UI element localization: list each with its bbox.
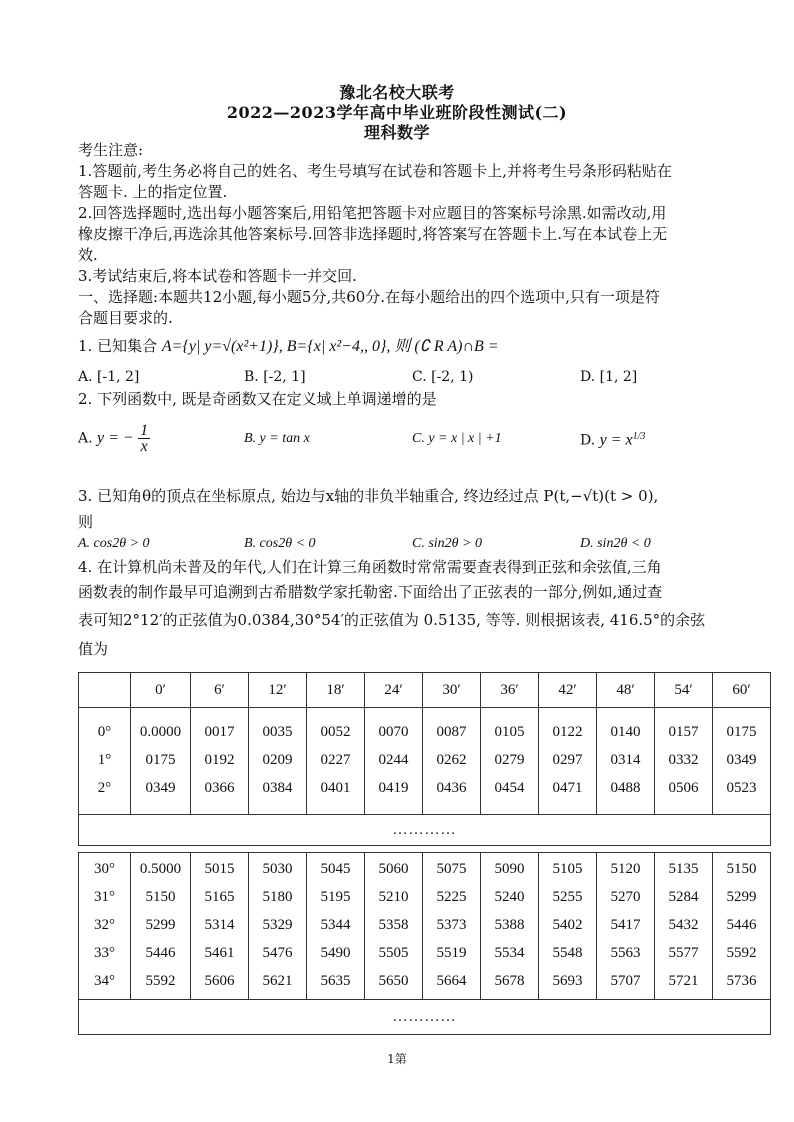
table-block-2 bbox=[79, 853, 771, 1000]
table-cell: 0140 bbox=[610, 724, 641, 740]
table-cell: 5548 bbox=[552, 945, 583, 961]
table-cell: 5105 bbox=[552, 861, 583, 877]
table-column-cells bbox=[539, 708, 597, 815]
q2-option-d-base: y = x bbox=[599, 431, 633, 449]
table-cell: 5255 bbox=[552, 889, 583, 905]
table-cell: 5402 bbox=[552, 917, 583, 933]
q2-option-a-lhs: y = − bbox=[97, 429, 134, 447]
table-cell: 0175 bbox=[726, 724, 757, 740]
table-column-cells bbox=[423, 708, 481, 815]
table-cell: 5577 bbox=[668, 945, 699, 961]
table-cell: 5388 bbox=[494, 917, 525, 933]
table-column-cells bbox=[597, 853, 655, 1000]
table-cell: 5314 bbox=[204, 917, 235, 933]
table-cell: 5446 bbox=[726, 917, 757, 933]
question-2-stem: 2. 下列函数中, 既是奇函数又在定义域上单调递增的是 bbox=[78, 390, 437, 408]
table-cell: 5240 bbox=[494, 889, 525, 905]
notice-item-1b: 答题卡. 上的指定位置. bbox=[78, 183, 228, 201]
table-cell: 5344 bbox=[320, 917, 351, 933]
sine-table bbox=[78, 672, 771, 1035]
table-cell: 5461 bbox=[204, 945, 235, 961]
table-column-cells bbox=[597, 708, 655, 815]
table-column-header: 24′ bbox=[365, 673, 423, 708]
table-cell: 5075 bbox=[436, 861, 467, 877]
table-cell: 0052 bbox=[320, 724, 351, 740]
table-cell: 5693 bbox=[552, 973, 583, 989]
table-row-label: 0° bbox=[97, 724, 112, 740]
table-cell: 5120 bbox=[610, 861, 641, 877]
table-column-cells bbox=[79, 853, 131, 1000]
table-cell: 5664 bbox=[436, 973, 467, 989]
table-row-label: 30° bbox=[94, 861, 115, 877]
table-column-cells bbox=[249, 853, 307, 1000]
q2-option-d bbox=[580, 431, 645, 450]
table-gap bbox=[79, 846, 771, 853]
table-column-cells bbox=[365, 853, 423, 1000]
q1-set-b: , B={x| x²−4,, 0} bbox=[278, 338, 387, 355]
q2-option-d-exponent: 1/3 bbox=[632, 431, 646, 442]
table-cell: 5519 bbox=[436, 945, 467, 961]
table-cell: 5329 bbox=[262, 917, 293, 933]
table-cell: 0035 bbox=[262, 724, 293, 740]
table-ellipsis-2: ………… bbox=[79, 1000, 771, 1035]
notice-item-2c: 效. bbox=[78, 246, 98, 264]
table-column-header: 0′ bbox=[131, 673, 191, 708]
table-cell: 0157 bbox=[668, 724, 699, 740]
table-block-1 bbox=[79, 708, 771, 815]
table-column-header: 30′ bbox=[423, 673, 481, 708]
table-cell: 5270 bbox=[610, 889, 641, 905]
q1-prefix: 1. 已知集合 bbox=[78, 337, 158, 355]
table-cell: 5165 bbox=[204, 889, 235, 905]
question-4-line-a: 4. 在计算机尚未普及的年代,人们在计算三角函数时常常需要查表得到正弦和余弦值,三角 bbox=[78, 558, 662, 576]
table-column-cells bbox=[481, 853, 539, 1000]
table-cell: 0.5000 bbox=[139, 861, 182, 877]
table-cell: 0297 bbox=[552, 752, 583, 768]
table-cell: 5135 bbox=[668, 861, 699, 877]
table-cell: 0454 bbox=[494, 780, 525, 796]
table-gap-row bbox=[79, 846, 771, 853]
table-column-cells bbox=[713, 853, 771, 1000]
table-cell: 5299 bbox=[726, 889, 757, 905]
table-cell: 5476 bbox=[262, 945, 293, 961]
table-header-row bbox=[79, 673, 771, 708]
table-cell: 5045 bbox=[320, 861, 351, 877]
table-column-cells bbox=[191, 708, 249, 815]
table-cell: 0523 bbox=[726, 780, 757, 796]
table-cell: 0279 bbox=[494, 752, 525, 768]
table-cell: 0017 bbox=[204, 724, 235, 740]
table-cell: 5210 bbox=[378, 889, 409, 905]
notice-title: 考生注意: bbox=[78, 141, 144, 159]
table-column-header: 18′ bbox=[307, 673, 365, 708]
table-cell: 5621 bbox=[262, 973, 293, 989]
table-column-header: 48′ bbox=[597, 673, 655, 708]
table-column-header: 60′ bbox=[713, 673, 771, 708]
table-cell: 0105 bbox=[494, 724, 525, 740]
table-row-label: 32° bbox=[94, 917, 115, 933]
q1-option-b: B. [-2, 1] bbox=[244, 369, 306, 385]
table-cell: 0401 bbox=[320, 780, 351, 796]
notice-item-1a: 1.答题前,考生务必将自己的姓名、考生号填写在试卷和答题卡上,并将考生号条形码粘贴在 bbox=[78, 162, 672, 180]
question-4-line-c: 表可知2°12′的正弦值为0.0384,30°54′的正弦值为 0.5135, 等等. 则根据该表, 416.5°的余弦 bbox=[78, 611, 706, 629]
exam-session-title: 2022—2023学年高中毕业班阶段性测试(二) bbox=[226, 103, 568, 122]
q2-option-a-fraction bbox=[138, 423, 150, 454]
table-cell: 5358 bbox=[378, 917, 409, 933]
table-column-cells bbox=[423, 853, 481, 1000]
table-cell: 0070 bbox=[378, 724, 409, 740]
exam-subject-title: 理科数学 bbox=[363, 123, 430, 142]
table-column-cells bbox=[713, 708, 771, 815]
table-cell: 5650 bbox=[378, 973, 409, 989]
question-1-stem bbox=[78, 336, 718, 357]
table-ellipsis: ………… bbox=[79, 815, 771, 846]
table-cell: 0209 bbox=[262, 752, 293, 768]
table-cell: 5417 bbox=[610, 917, 641, 933]
table-row-label: 31° bbox=[94, 889, 115, 905]
table-cell: 5060 bbox=[378, 861, 409, 877]
question-4-line-d: 值为 bbox=[78, 640, 109, 658]
table-cell: 0436 bbox=[436, 780, 467, 796]
table-column-header: 42′ bbox=[539, 673, 597, 708]
q2-option-c: C. y = x | x | +1 bbox=[412, 431, 502, 446]
q1-option-c: C. [-2, 1) bbox=[412, 369, 474, 385]
table-column-header: 36′ bbox=[481, 673, 539, 708]
question-3-stem: 3. 已知角θ的顶点在坐标原点, 始边与x轴的非负半轴重合, 终边经过点 P(t,−√t)(t > 0), bbox=[78, 487, 659, 505]
table-cell: 0.0000 bbox=[139, 724, 182, 740]
notice-item-3: 3.考试结束后,将本试卷和答题卡一并交回. bbox=[78, 267, 357, 285]
table-cell: 5736 bbox=[726, 973, 757, 989]
table-column-cells bbox=[249, 708, 307, 815]
table-column-cells bbox=[655, 708, 713, 815]
table-column-cells bbox=[307, 853, 365, 1000]
table-cell: 5592 bbox=[726, 945, 757, 961]
table-column-cells bbox=[131, 708, 191, 815]
q1-option-a: A. [-1, 2] bbox=[78, 369, 140, 385]
table-row-label: 2° bbox=[97, 780, 112, 796]
table-cell: 5635 bbox=[320, 973, 351, 989]
q2-option-b: B. y = tan x bbox=[244, 431, 310, 446]
table-cell: 5030 bbox=[262, 861, 293, 877]
table-column-cells bbox=[481, 708, 539, 815]
table-cell: 5678 bbox=[494, 973, 525, 989]
table-cell: 5606 bbox=[204, 973, 235, 989]
question-3-stem-b: 则 bbox=[78, 513, 94, 531]
table-ellipsis-row-2 bbox=[79, 1000, 771, 1035]
table-cell: 5563 bbox=[610, 945, 641, 961]
table-row-label: 33° bbox=[94, 945, 115, 961]
table-cell: 5505 bbox=[378, 945, 409, 961]
q3-option-c: C. sin2θ > 0 bbox=[412, 536, 482, 551]
table-row-label: 1° bbox=[97, 752, 112, 768]
table-cell: 0332 bbox=[668, 752, 699, 768]
table-cell: 5150 bbox=[726, 861, 757, 877]
table-column-header bbox=[79, 673, 131, 708]
table-cell: 0175 bbox=[145, 752, 176, 768]
table-cell: 5592 bbox=[145, 973, 176, 989]
fraction-denominator: x bbox=[140, 438, 148, 455]
table-cell: 0122 bbox=[552, 724, 583, 740]
table-cell: 0314 bbox=[610, 752, 641, 768]
q1-set-a: A={y| y=√(x²+1)} bbox=[161, 338, 279, 355]
table-cell: 0419 bbox=[378, 780, 409, 796]
table-cell: 5284 bbox=[668, 889, 699, 905]
table-cell: 0227 bbox=[320, 752, 351, 768]
table-column-cells bbox=[131, 853, 191, 1000]
table-cell: 5225 bbox=[436, 889, 467, 905]
q2-option-a bbox=[78, 423, 150, 454]
table-cell: 5707 bbox=[610, 973, 641, 989]
fraction-numerator: 1 bbox=[140, 422, 149, 439]
table-cell: 5446 bbox=[145, 945, 176, 961]
table-cell: 0506 bbox=[668, 780, 699, 796]
table-cell: 5432 bbox=[668, 917, 699, 933]
table-cell: 0349 bbox=[726, 752, 757, 768]
q2-option-d-label: D. bbox=[580, 432, 596, 449]
q3-option-b: B. cos2θ < 0 bbox=[244, 536, 316, 551]
table-cell: 0488 bbox=[610, 780, 641, 796]
table-cell: 5373 bbox=[436, 917, 467, 933]
table-column-cells bbox=[365, 708, 423, 815]
question-4-line-b: 函数表的制作最早可追溯到古希腊数学家托勒密.下面给出了正弦表的一部分,例如,通过查 bbox=[78, 583, 663, 601]
table-column-cells bbox=[655, 853, 713, 1000]
q1-tail: , 则 (∁ R A)∩B = bbox=[386, 338, 499, 355]
table-column-cells bbox=[79, 708, 131, 815]
table-cell: 5490 bbox=[320, 945, 351, 961]
table-cell: 5534 bbox=[494, 945, 525, 961]
table-cell: 5150 bbox=[145, 889, 176, 905]
table-column-cells bbox=[191, 853, 249, 1000]
notice-item-2a: 2.回答选择题时,选出每小题答案后,用铅笔把答题卡对应题目的答案标号涂黑.如需改动,用 bbox=[78, 204, 667, 222]
table-cell: 0262 bbox=[436, 752, 467, 768]
q3-option-a: A. cos2θ > 0 bbox=[78, 536, 150, 551]
table-cell: 5721 bbox=[668, 973, 699, 989]
table-column-cells bbox=[539, 853, 597, 1000]
section1-intro-a: 一、选择题:本题共12小题,每小题5分,共60分.在每小题给出的四个选项中,只有一项是符 bbox=[78, 288, 660, 306]
exam-union-title: 豫北名校大联考 bbox=[339, 83, 455, 102]
table-column-header: 54′ bbox=[655, 673, 713, 708]
notice-item-2b: 橡皮擦干净后,再选涂其他答案标号.回答非选择题时,将答案写在答题卡上.写在本试卷上无 bbox=[78, 225, 668, 243]
table-cell: 0471 bbox=[552, 780, 583, 796]
q2-option-a-label: A. bbox=[78, 430, 93, 447]
table-column-header: 6′ bbox=[191, 673, 249, 708]
table-cell: 0192 bbox=[204, 752, 235, 768]
table-cell: 5299 bbox=[145, 917, 176, 933]
table-column-header: 12′ bbox=[249, 673, 307, 708]
table-cell: 5090 bbox=[494, 861, 525, 877]
table-cell: 5195 bbox=[320, 889, 351, 905]
q3-option-d: D. sin2θ < 0 bbox=[580, 536, 651, 551]
table-cell: 0384 bbox=[262, 780, 293, 796]
table-cell: 0087 bbox=[436, 724, 467, 740]
section1-intro-b: 合题目要求的. bbox=[78, 309, 173, 327]
table-cell: 0349 bbox=[145, 780, 176, 796]
table-row-label: 34° bbox=[94, 973, 115, 989]
page-number: 1第 bbox=[387, 1052, 407, 1066]
table-ellipsis-row bbox=[79, 815, 771, 846]
table-cell: 0244 bbox=[378, 752, 409, 768]
table-cell: 5015 bbox=[204, 861, 235, 877]
table-cell: 0366 bbox=[204, 780, 235, 796]
table-column-cells bbox=[307, 708, 365, 815]
table-cell: 5180 bbox=[262, 889, 293, 905]
q1-option-d: D. [1, 2] bbox=[580, 369, 638, 385]
